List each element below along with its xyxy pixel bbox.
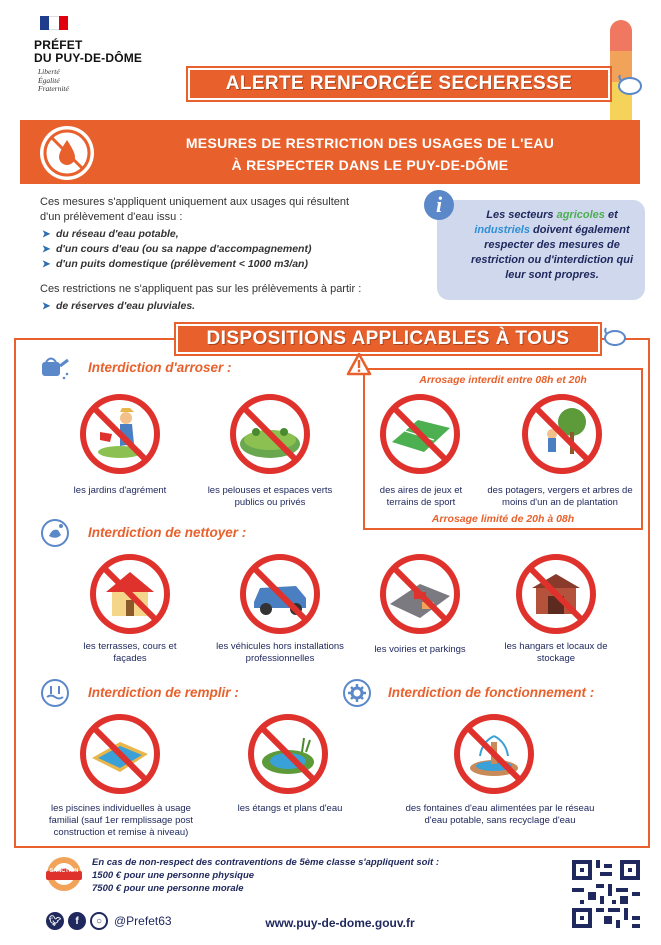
list-item: ➤ d'un puits domestique (prélèvement < 1000 m3/an) (42, 258, 308, 270)
parking-prohibited-icon (378, 552, 462, 636)
social-handle[interactable]: @Prefet63 (114, 914, 172, 928)
nettoyer-title: Interdiction de nettoyer : (88, 525, 247, 540)
no-water-icon (38, 124, 96, 182)
website-link[interactable]: www.puy-de-dome.gouv.fr (265, 916, 415, 930)
fountain-prohibited-icon (452, 712, 536, 796)
alert-title: ALERTE RENFORCÉE SECHERESSE (225, 73, 573, 94)
list-item: ➤ de réserves d'eau pluviales. (42, 300, 196, 312)
chevron-right-icon: ➤ (42, 244, 51, 255)
exception-list (40, 299, 400, 314)
schedule-top: Arrosage interdit entre 08h et 20h (419, 374, 587, 386)
sanction-text: En cas de non-respect des contraventions de 5ème classe s'appliquent soit : 1500 € pour une personne physique 7500 € pour une personne morale (92, 857, 440, 894)
chevron-right-icon: ➤ (42, 301, 51, 312)
dispositions-banner (176, 324, 600, 354)
arroser-title: Interdiction d'arroser : (88, 360, 232, 375)
banner-title: MESURES DE RESTRICTION DES USAGES DE L'EAU À RESPECTER DANS LE PUY-DE-DÔME (185, 135, 555, 173)
caption: les étangs et plans d'eau (237, 803, 343, 814)
gardener-prohibited-icon (78, 392, 162, 476)
qr-code[interactable] (572, 860, 640, 928)
pool-icon (40, 678, 70, 708)
caption: les jardins d'agrément (73, 485, 167, 496)
marianne-flag-logo (40, 16, 68, 30)
list-item: ➤ du réseau d'eau potable, (42, 228, 179, 240)
info-icon: i (424, 190, 454, 220)
intro-text: Ces mesures s'appliquent uniquement aux usages qui résultent d'un prélèvement d'eau issu : ➤ du réseau d'eau potable, ➤ d'un cours d'eau (ou sa nappe d'accompagnement) ➤ d'un puits domestique (prélèvement < 1000 m3/an) Ces restrictions ne s'appliquent pas sur les prélèvements à partir : ➤ de réserves d'eau pluviales. (40, 195, 400, 314)
gear-icon (342, 678, 372, 708)
caption: les pelouses et espaces verts publics ou privés (207, 485, 333, 508)
dispositions-title: DISPOSITIONS APPLICABLES À TOUS (206, 328, 570, 349)
chevron-right-icon: ➤ (42, 229, 51, 240)
house-prohibited-icon (88, 552, 172, 636)
instagram-icon[interactable]: ○ (90, 912, 108, 930)
cleaning-hand-icon (40, 518, 70, 548)
caption: les terrasses, cours et façades (83, 641, 177, 664)
republic-motto: Liberté Égalité Fraternité (38, 67, 69, 93)
sanction-label: SANCTION (49, 868, 79, 874)
schedule-bottom: Arrosage limité de 20h à 08h (431, 513, 575, 525)
water-drop-icon (616, 72, 644, 98)
warning-icon (346, 352, 372, 376)
chevron-right-icon: ➤ (42, 259, 51, 270)
caption: des aires de jeux et terrains de sport (379, 485, 463, 508)
caption: les voiries et parkings (374, 644, 466, 655)
social-links (46, 912, 172, 930)
facebook-icon[interactable]: f (68, 912, 86, 930)
sports-field-prohibited-icon (378, 392, 462, 476)
caption: les piscines individuelles à usage familial (sauf 1er remplissage post construction et remise à niveau) (48, 803, 194, 838)
water-drop-icon (602, 326, 628, 348)
list-item: ➤ d'un cours d'eau (ou sa nappe d'accompagnement) (42, 243, 312, 255)
alert-banner (188, 68, 610, 100)
info-text: Les secteurs agricoles et industriels doivent également respecter des mesures de restriction ou d'interdiction qui leur sont propres. (470, 209, 634, 281)
twitter-icon[interactable]: 🐦︎ (46, 912, 64, 930)
pond-prohibited-icon (246, 712, 330, 796)
caption: des potagers, vergers et arbres de moins d'un an de plantation (487, 485, 633, 508)
lawn-prohibited-icon (228, 392, 312, 476)
remplir-title: Interdiction de remplir : (88, 685, 239, 700)
caption: les hangars et locaux de stockage (504, 641, 608, 664)
caption: les véhicules hors installations professionnelles (216, 641, 344, 664)
fonctionnement-title: Interdiction de fonctionnement : (388, 685, 595, 700)
warehouse-prohibited-icon (514, 552, 598, 636)
vegetable-garden-prohibited-icon (520, 392, 604, 476)
pool-prohibited-icon (78, 712, 162, 796)
prefecture-name: PRÉFET DU PUY-DE-DÔME (34, 38, 143, 65)
sanction-icon (44, 854, 84, 894)
water-source-list (40, 227, 400, 272)
car-prohibited-icon (238, 552, 322, 636)
caption: des fontaines d'eau alimentées par le réseau d'eau potable, sans recyclage d'eau (405, 803, 595, 826)
watering-can-icon (40, 352, 70, 382)
